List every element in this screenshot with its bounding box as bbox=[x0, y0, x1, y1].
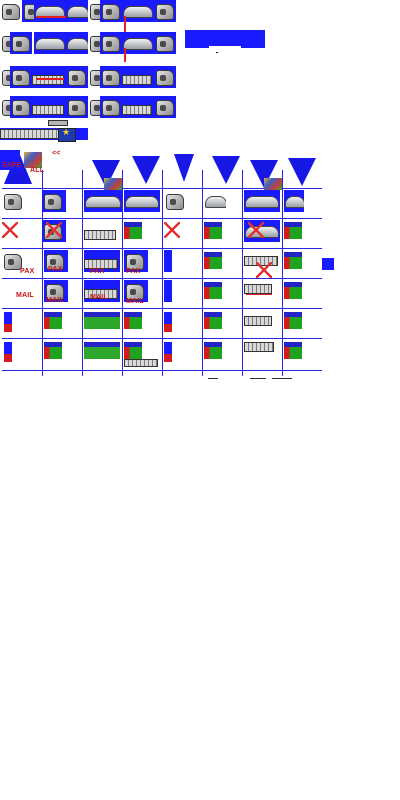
cancel-cross-icon bbox=[164, 222, 180, 238]
bridge-sprite bbox=[34, 0, 66, 22]
depot-sprite bbox=[10, 66, 32, 88]
depot-sprite bbox=[10, 96, 32, 118]
container-sprite bbox=[204, 282, 222, 299]
depot-sprite bbox=[2, 190, 22, 212]
direction-cone bbox=[132, 156, 160, 184]
label-pax: PAX bbox=[20, 268, 35, 275]
depot-sprite bbox=[154, 96, 176, 118]
label-pax: PAX bbox=[90, 268, 105, 275]
depot-sprite bbox=[10, 32, 32, 54]
direction-cone bbox=[174, 154, 194, 182]
grid-column-line bbox=[282, 170, 283, 376]
container-sprite bbox=[284, 222, 302, 239]
cargo-mix-icon bbox=[264, 178, 282, 190]
container-sprite bbox=[284, 252, 302, 269]
bridge-sprite bbox=[244, 190, 280, 212]
container-sprite bbox=[284, 342, 302, 359]
depot-sprite bbox=[2, 250, 22, 272]
container-sprite bbox=[84, 342, 120, 359]
depot-sprite bbox=[66, 66, 88, 88]
track-marker bbox=[36, 78, 64, 80]
footer-mark bbox=[272, 378, 292, 379]
label-pax: PAX bbox=[126, 268, 141, 275]
container-sprite bbox=[124, 222, 142, 239]
depot-sprite bbox=[76, 128, 88, 140]
colour-swatch bbox=[4, 312, 12, 332]
depot-sprite bbox=[0, 0, 22, 22]
depot-sprite bbox=[154, 66, 176, 88]
bridge-sprite bbox=[84, 190, 122, 212]
grid-column-line bbox=[202, 170, 203, 376]
container-sprite bbox=[284, 282, 302, 299]
bridge-sprite bbox=[204, 190, 226, 212]
track-marker bbox=[124, 48, 126, 62]
depot-sprite bbox=[154, 32, 176, 54]
depot-sprite bbox=[66, 96, 88, 118]
wagon-sprite bbox=[48, 120, 68, 126]
bridge-sprite bbox=[284, 190, 304, 212]
container-sprite bbox=[204, 222, 222, 239]
label-pax: PAX bbox=[48, 266, 63, 273]
depot-sprite bbox=[100, 66, 122, 88]
label-safe: SAFE bbox=[2, 162, 22, 169]
label-chevrons: << bbox=[52, 150, 61, 157]
footer-mark bbox=[250, 378, 266, 379]
depot-sprite bbox=[100, 32, 122, 54]
bridge-sprite bbox=[122, 0, 154, 22]
cancel-cross-icon bbox=[2, 222, 18, 238]
label-mail: MAIL bbox=[90, 294, 108, 301]
bridge-sprite bbox=[124, 190, 160, 212]
cargo-mix-icon bbox=[24, 152, 42, 168]
label-mail: MAIL bbox=[126, 298, 144, 305]
blank-tile bbox=[185, 30, 209, 48]
colour-swatch bbox=[4, 342, 12, 362]
blank-tile bbox=[322, 258, 334, 270]
container-sprite bbox=[84, 312, 120, 329]
label-all: ALL bbox=[30, 167, 45, 174]
cancel-cross-icon bbox=[46, 222, 62, 238]
marker-dot bbox=[216, 52, 218, 53]
flag-icon bbox=[58, 128, 76, 142]
colour-swatch bbox=[164, 312, 172, 332]
wagon-sprite bbox=[124, 358, 160, 370]
bridge-sprite bbox=[122, 32, 154, 54]
label-mail: MAIL bbox=[16, 292, 34, 299]
wagon-sprite bbox=[244, 340, 274, 354]
blank-tile bbox=[241, 30, 265, 48]
blank-tile bbox=[209, 30, 241, 46]
container-sprite bbox=[204, 252, 222, 269]
container-sprite bbox=[44, 312, 62, 329]
cargo-mix-icon bbox=[104, 178, 122, 190]
container-sprite bbox=[204, 312, 222, 329]
track-marker bbox=[124, 16, 126, 32]
wagon-sprite bbox=[32, 96, 66, 118]
grid-column-line bbox=[82, 170, 83, 376]
cancel-cross-icon bbox=[248, 222, 264, 238]
bridge-sprite bbox=[66, 32, 88, 54]
label-mail: MAIL bbox=[46, 297, 64, 304]
direction-cone bbox=[288, 158, 316, 186]
container-sprite bbox=[44, 342, 62, 359]
bridge-sprite bbox=[66, 0, 88, 22]
grid-column-line bbox=[162, 170, 163, 376]
depot-sprite bbox=[42, 190, 66, 212]
grid-column-line bbox=[122, 170, 123, 376]
container-sprite bbox=[124, 342, 142, 359]
wagon-sprite bbox=[84, 220, 120, 244]
track-marker bbox=[36, 16, 66, 18]
depot-sprite bbox=[100, 96, 122, 118]
grid-column-line bbox=[242, 170, 243, 376]
container-sprite bbox=[204, 342, 222, 359]
wagon-sprite bbox=[122, 96, 154, 118]
track-marker bbox=[246, 294, 272, 295]
wagon-sprite bbox=[244, 280, 272, 298]
depot-sprite bbox=[164, 190, 184, 212]
blank-tile bbox=[164, 250, 172, 272]
depot-sprite bbox=[100, 0, 122, 22]
container-sprite bbox=[284, 312, 302, 329]
blank-tile bbox=[164, 280, 172, 302]
footer-mark bbox=[208, 378, 218, 379]
direction-cone bbox=[212, 156, 240, 184]
bridge-sprite bbox=[34, 32, 66, 54]
wagon-sprite bbox=[122, 66, 154, 88]
depot-sprite bbox=[154, 0, 176, 22]
wagon-sprite bbox=[32, 66, 66, 88]
wagon-sprite bbox=[244, 310, 272, 332]
colour-swatch bbox=[164, 342, 172, 362]
container-sprite bbox=[124, 312, 142, 329]
cancel-cross-icon bbox=[256, 262, 272, 278]
